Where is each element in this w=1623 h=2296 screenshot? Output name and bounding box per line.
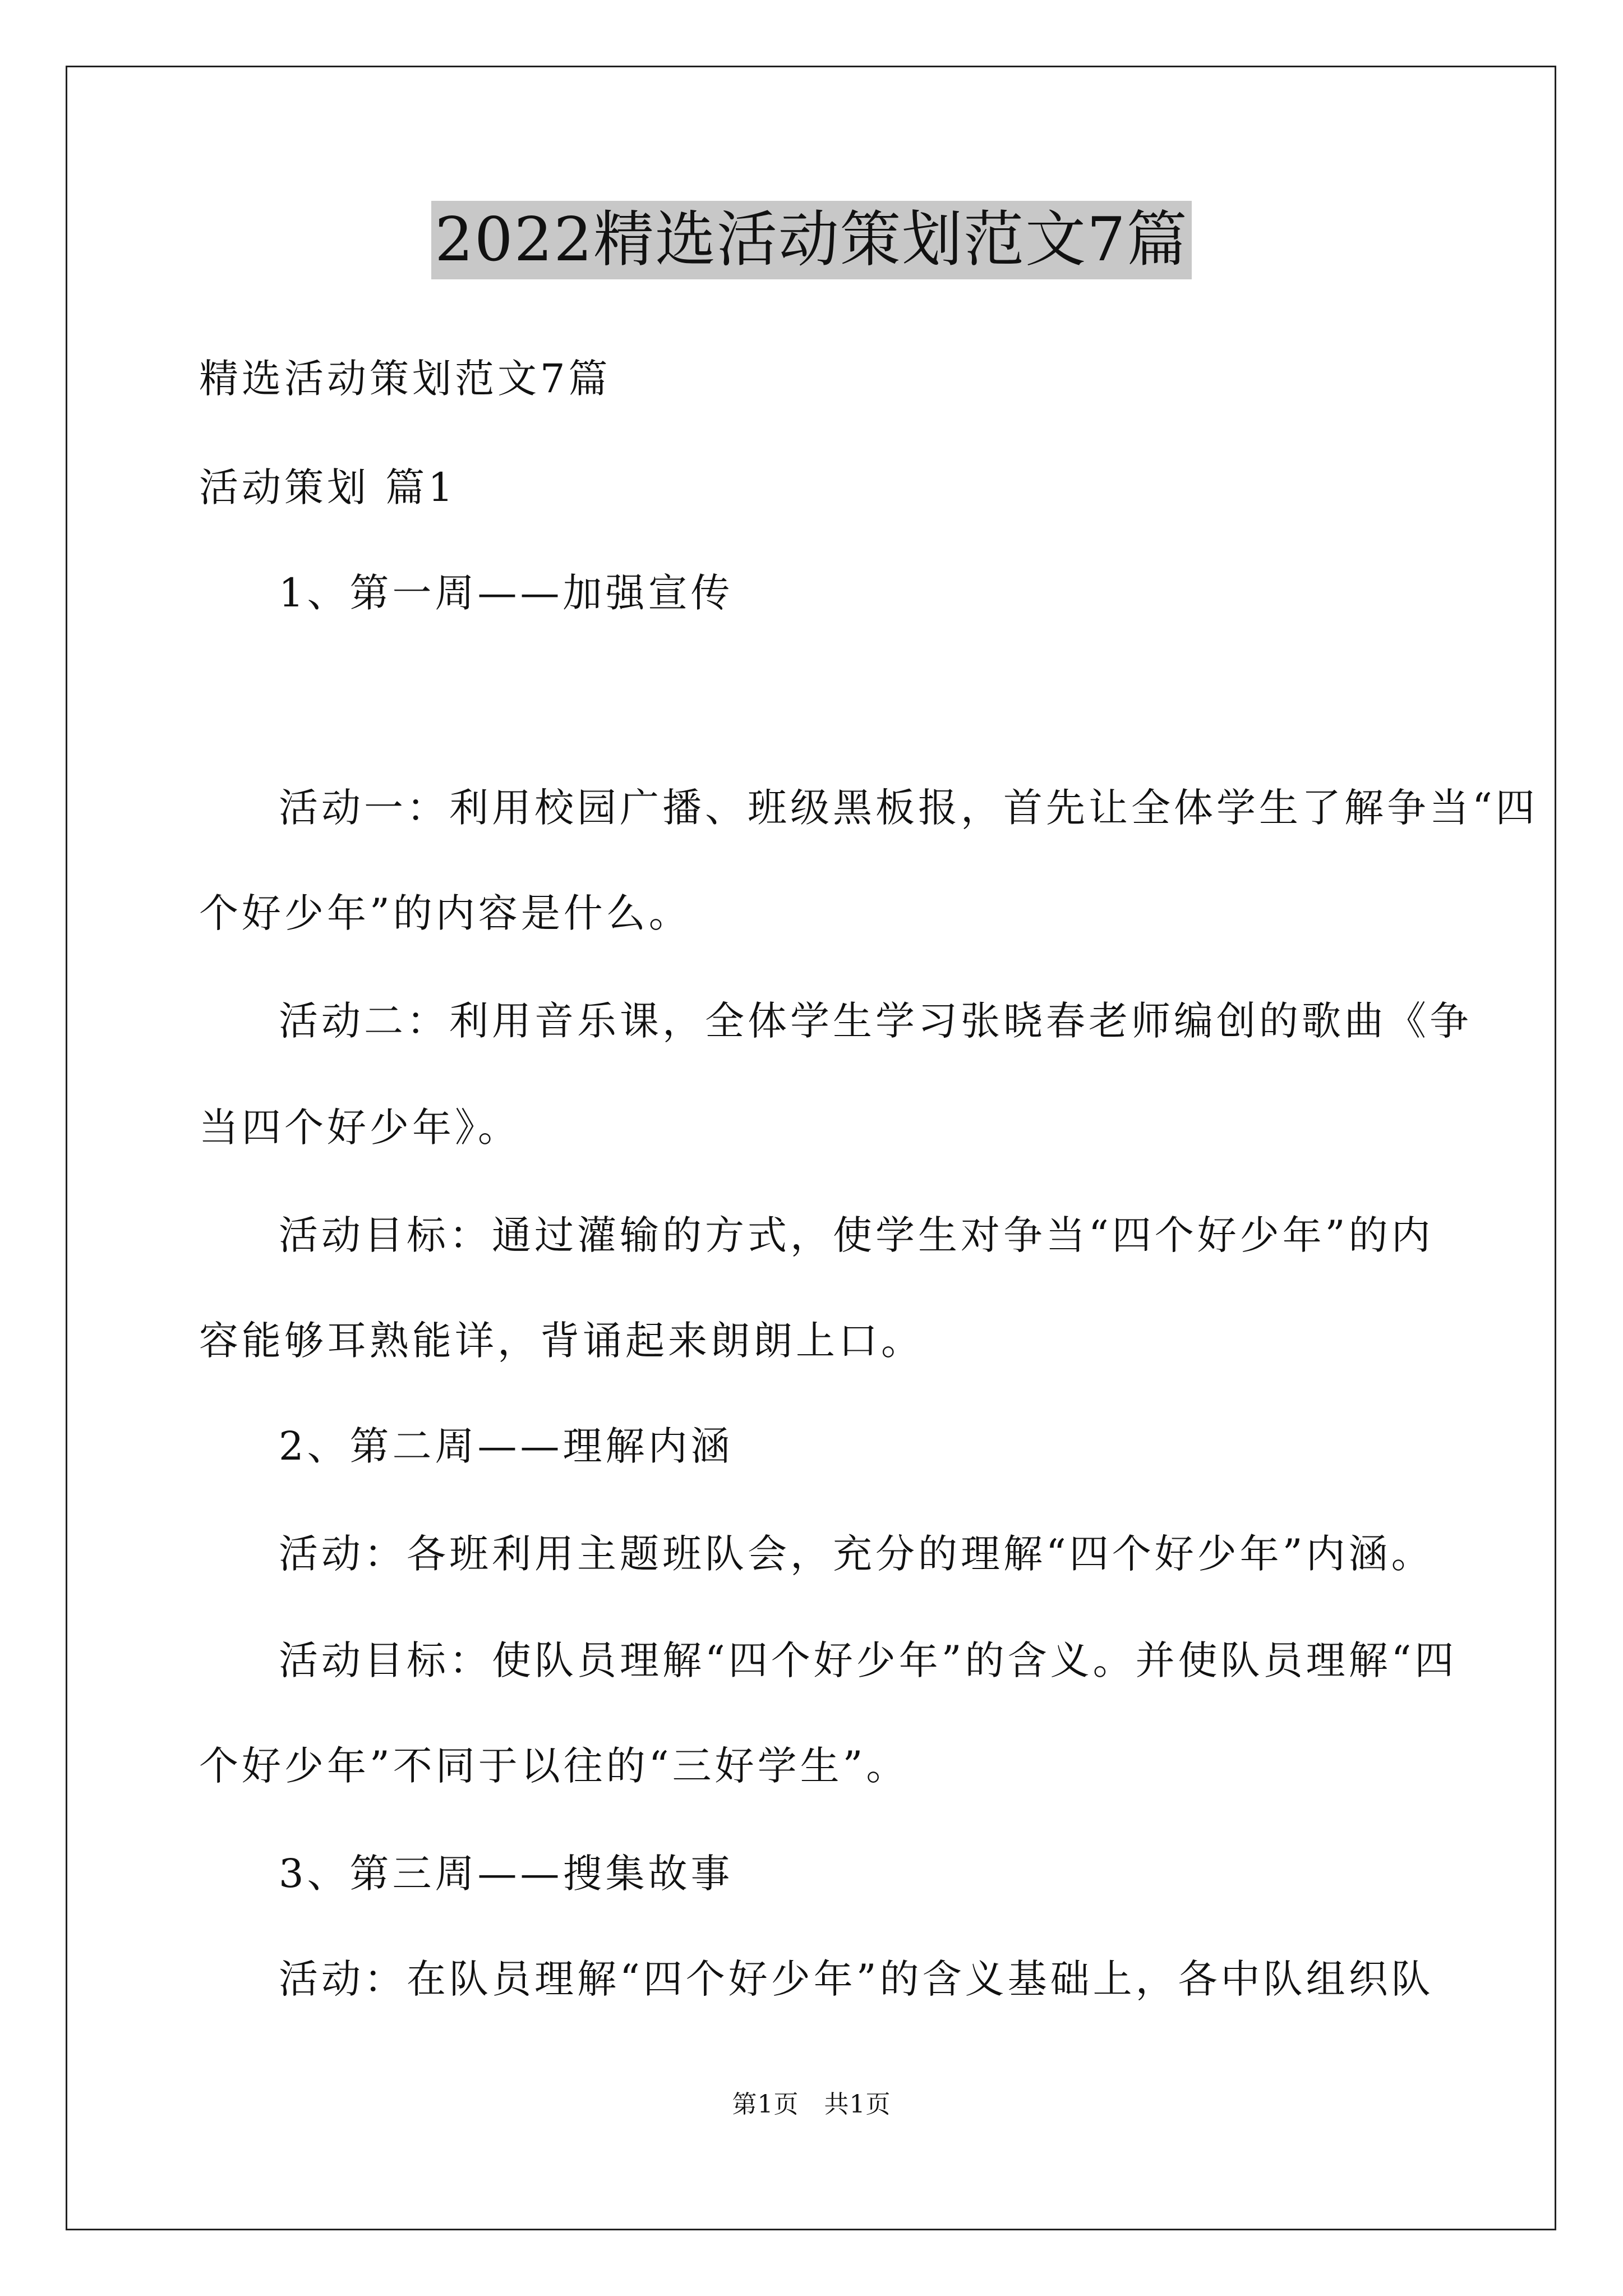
paragraph-line: 活动：各班利用主题班队会，充分的理解“四个好少年”内涵。 xyxy=(279,1531,1434,1577)
page-footer: 第1页 共1页 xyxy=(732,2090,891,2119)
paragraph-line: 活动目标：使队员理解“四个好少年”的含义。并使队员理解“四 xyxy=(279,1637,1458,1683)
paragraph-line: 容能够耳熟能详，背诵起来朗朗上口。 xyxy=(199,1318,924,1364)
paragraph-line: 活动二：利用音乐课，全体学生学习张晓春老师编创的歌曲《争 xyxy=(279,998,1472,1044)
paragraph-line: 活动目标：通过灌输的方式，使学生对争当“四个好少年”的内 xyxy=(279,1212,1434,1258)
paragraph-line: 1、第一周——加强宣传 xyxy=(279,570,734,616)
paragraph-line: 活动一：利用校园广播、班级黑板报，首先让全体学生了解争当“四 xyxy=(279,785,1538,831)
paragraph-line: 当四个好少年》。 xyxy=(199,1105,520,1151)
paragraph-line: 个好少年”的内容是什么。 xyxy=(199,890,691,936)
paragraph-line: 3、第三周——搜集故事 xyxy=(279,1851,734,1897)
subtitle-line: 精选活动策划范文7篇 xyxy=(199,356,611,402)
title-container xyxy=(0,201,1623,279)
paragraph-line: 2、第二周——理解内涵 xyxy=(279,1423,734,1469)
paragraph-line: 活动：在队员理解“四个好少年”的含义基础上，各中队组织队 xyxy=(279,1956,1434,2002)
document-title: 2022精选活动策划范文7篇 xyxy=(431,201,1192,279)
paragraph-line: 个好少年”不同于以往的“三好学生”。 xyxy=(199,1743,909,1789)
section-heading: 活动策划 篇1 xyxy=(199,464,457,510)
